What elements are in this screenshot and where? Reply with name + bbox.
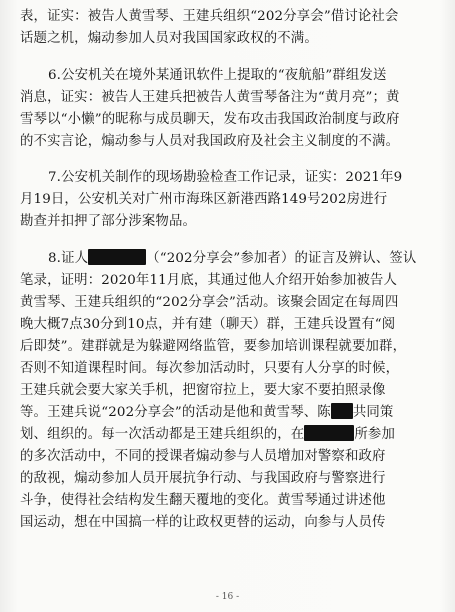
paragraph-line: 的敌视，煽动参加人员开展抗争行动、与我国政府与警察进行 [20,471,386,486]
line-text: 等。王建兵说“202分享会”的活动是他和黄雪琴、陈 [20,405,331,420]
page-number: - 16 - [215,592,240,602]
paragraph-line: 晚大概7点30分到10点，并有建（聊天）群，王建兵设置有“阅 [20,317,396,332]
paragraph-line: 斗争，使得社会结构发生翻天覆地的变化。黄雪琴通过讲述他 [20,493,386,508]
paragraph-line: 否则不知道课程时间。每次参加活动时，只要有人分享的时候， [20,361,400,376]
paragraph-line: 的多次活动中，不同的授课者煽动参与人员增加对警察和政府 [20,449,386,464]
paragraph-line: 国运动，想在中国搞一样的让政权更替的运动，向参与人员传 [20,515,386,530]
paragraph-line: 后即焚”。建群就是为躲避网络监管，要参加培训课程就要加群， [20,339,407,354]
redaction-block [88,249,146,265]
paragraph-line [20,402,432,424]
paragraph-line: 消息，证实：被告人王建兵把被告人黄雪琴备注为“黄月亮”；黄 [20,90,400,105]
paragraph-line [20,424,432,446]
paragraph-line: 雪琴以“小懒”的昵称与成员聊天，发布攻击我国政治制度与政府 [20,112,400,127]
paragraph-line: 的不实言论，煽动参与人员对我国政府及社会主义制度的不满。 [20,134,400,149]
paragraph-line: 勘查并扣押了部分涉案物品。 [20,214,197,229]
paragraph-line: 话题之机，煽动参加人员对我国国家政权的不满。 [20,31,318,46]
line-text: 所参加 [354,427,395,442]
line-text: 划、组织的。每一次活动都是王建兵组织的，在 [20,427,305,442]
paragraph-line: 7.公安机关制作的现场勘验检查工作记录，证实：2021年9 [48,170,403,185]
paragraph-line: 6.公安机关在境外某通讯软件上提取的“夜航船”群组发送 [48,68,387,83]
line-text: 8.证人 [48,251,89,266]
paragraph-line: 月19日，公安机关对广州市海珠区新港西路149号202房进行 [20,192,388,207]
redaction-block [331,403,353,419]
paragraph-line: 笔录，证明：2020年11月底，其通过他人介绍开始参加被告人 [20,273,397,288]
line-text: 共同策 [352,405,394,420]
paragraph-line: 黄雪琴、王建兵组织的“202分享会”活动。该聚会固定在每周四 [20,295,399,310]
line-text: （“202分享会”参加者）的证言及辨认、签认 [146,251,417,266]
paragraph-line: 王建兵就会要大家关手机，把窗帘拉上，要大家不要拍照录像 [20,383,386,398]
redaction-block [304,425,354,441]
paragraph-line: 表，证实：被告人黄雪琴、王建兵组织“202分享会”借讨论社会 [20,9,399,24]
paragraph-line [48,248,432,270]
